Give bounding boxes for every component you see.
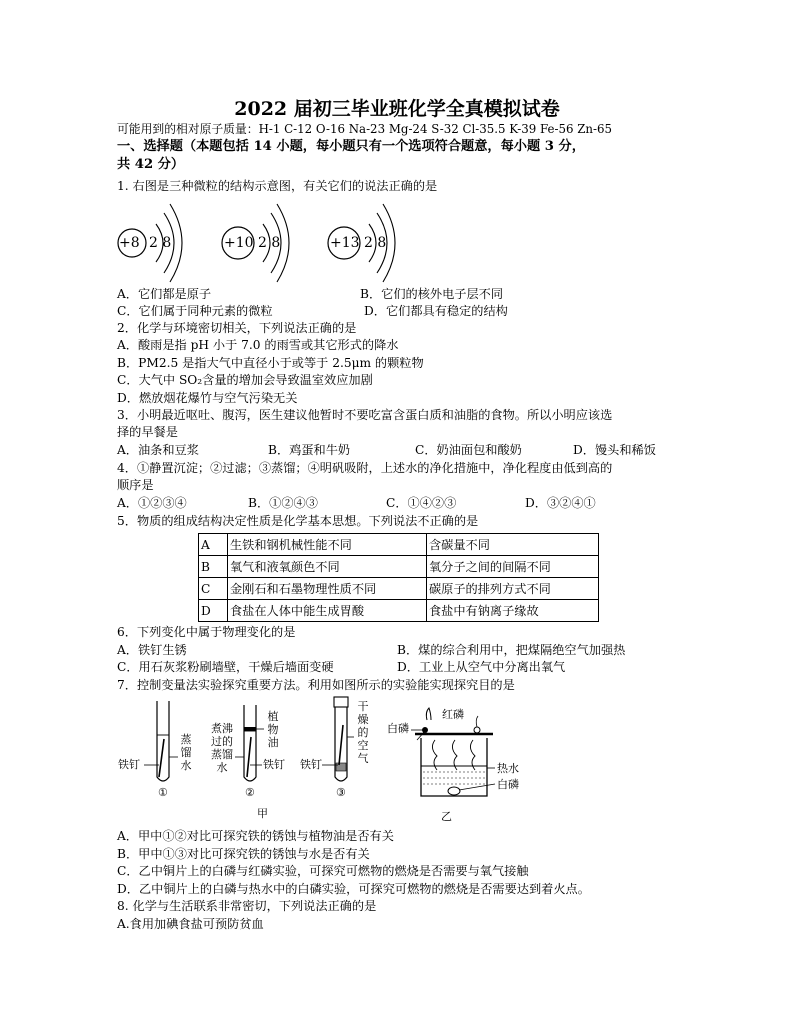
table-cell: 碳原子的排列方式不同 (427, 578, 599, 600)
fig-tube-1-number: ① (158, 786, 168, 799)
q1-option-b: B．它们的核外电子层不同 (360, 287, 504, 301)
atomic-masses: 可能用到的相对原子质量：H-1 C-12 O-16 Na-23 Mg-24 S-32 Cl-35.5 K-39 Fe-56 Zn-65 (117, 122, 613, 136)
section1-heading: 一、选择题（本题包括 14 小题，每小题只有一个选项符合题意，每小题 3 分， (117, 139, 585, 154)
fig-white-p-2: 白磷 (497, 778, 519, 791)
q3-option-b: B．鸡蛋和牛奶 (268, 443, 351, 457)
q4-option-a: A．①②③④ (117, 496, 187, 510)
q8-option-a: A.食用加碘食盐可预防贫血 (117, 917, 264, 931)
q3-option-c: C．奶油面包和酸奶 (415, 443, 522, 457)
q3-stem: 3．小明最近呕吐、腹泻，医生建议他暂时不要吃富含蛋白质和油脂的食物。所以小明应该选 (117, 408, 613, 422)
q7-option-c: C．乙中铜片上的白磷与红磷实验，可探究可燃物的燃烧是否需要与氧气接触 (117, 864, 529, 878)
q4-option-b: B．①②④③ (248, 496, 318, 510)
fig-tube-3-number: ③ (336, 786, 346, 799)
q4-option-d: D．③②④① (525, 496, 596, 510)
table-cell: 生铁和钢机械性能不同 (228, 534, 427, 556)
fig-veg-oil: 植物油 (267, 710, 279, 749)
fig-nail-2: 铁钉 (263, 758, 285, 771)
atom1-shells: 2 8 (149, 235, 172, 251)
fig-hot-water: 热水 (497, 762, 519, 775)
table-row (199, 578, 599, 600)
q7-option-a: A．甲中①②对比可探究铁的锈蚀与植物油是否有关 (117, 829, 394, 843)
fig-label-jia: 甲 (257, 807, 268, 820)
fig-red-p: 红磷 (442, 708, 464, 721)
q1-option-c: C．它们属于同种元素的微粒 (117, 304, 273, 318)
fig-nail-3: 铁钉 (300, 758, 322, 771)
q6-option-a: A．铁钉生锈 (117, 643, 187, 657)
atom3-nucleus: +13 (330, 235, 360, 251)
q2-option-d: D．燃放烟花爆竹与空气污染无关 (117, 391, 298, 405)
atom3-shells: 2 8 (364, 235, 387, 251)
q7-stem: 7．控制变量法实验探究重要方法。利用如图所示的实验能实现探究目的是 (117, 678, 515, 692)
table-row (199, 600, 599, 622)
table-row (199, 556, 599, 578)
fig-tube-2-number: ② (245, 786, 255, 799)
q6-option-c: C．用石灰浆粉刷墙壁，干燥后墙面变硬 (117, 660, 334, 674)
table-cell: 金刚石和石墨物理性质不同 (228, 578, 427, 600)
q3-option-a: A．油条和豆浆 (117, 443, 199, 457)
q6-option-b: B．煤的综合利用中，把煤隔绝空气加强热 (397, 643, 626, 657)
table-cell: 氧气和液氧颜色不同 (228, 556, 427, 578)
q7-option-b: B．甲中①③对比可探究铁的锈蚀与水是否有关 (117, 847, 370, 861)
q1-option-a: A．它们都是原子 (117, 287, 212, 301)
q2-option-a: A．酸雨是指 pH 小于 7.0 的雨雪或其它形式的降水 (117, 338, 399, 352)
q1-option-d: D．它们都具有稳定的结构 (364, 304, 508, 318)
q6-option-d: D．工业上从空气中分离出氧气 (397, 660, 566, 674)
table-cell: A (199, 534, 228, 556)
fig-dry-air: 干燥的空气 (357, 700, 369, 765)
q7-option-d: D．乙中铜片上的白磷与热水中的白磷实验，可探究可燃物的燃烧是否需要达到着火点。 (117, 882, 590, 896)
fig-distilled-water: 蒸馏水 (180, 733, 192, 772)
table-cell: C (199, 578, 228, 600)
q1-stem: 1. 右图是三种微粒的结构示意图，有关它们的说法正确的是 (117, 179, 438, 193)
table-cell: D (199, 600, 228, 622)
q5-table (198, 533, 599, 622)
q4-stem-cont: 顺序是 (117, 478, 154, 492)
q5-stem: 5．物质的组成结构决定性质是化学基本思想。下列说法不正确的是 (117, 514, 479, 528)
exam-title: 2022 届初三毕业班化学全真模拟试卷 (234, 98, 560, 120)
q4-option-c: C．①④②③ (386, 496, 457, 510)
atom2-nucleus: +10 (224, 235, 254, 251)
table-cell: 氧分子之间的间隔不同 (427, 556, 599, 578)
table-cell: B (199, 556, 228, 578)
q3-option-d: D．馒头和稀饭 (573, 443, 656, 457)
fig-nail-1: 铁钉 (118, 758, 140, 771)
table-row (199, 534, 599, 556)
fig-white-p: 白磷 (387, 722, 409, 735)
q6-stem: 6．下列变化中属于物理变化的是 (117, 625, 296, 639)
q2-option-c: C．大气中 SO₂含量的增加会导致温室效应加剧 (117, 373, 373, 387)
q3-stem-cont: 择的早餐是 (117, 425, 178, 439)
table-cell: 食盐在人体中能生成胃酸 (228, 600, 427, 622)
q2-option-b: B．PM2.5 是指大气中直径小于或等于 2.5μm 的颗粒物 (117, 356, 424, 370)
atom1-nucleus: +8 (119, 235, 140, 251)
atom2-shells: 2 8 (258, 235, 281, 251)
section1-heading-cont: 共 42 分） (117, 157, 185, 172)
table-cell: 含碳量不同 (427, 534, 599, 556)
table-cell: 食盐中有钠离子缘故 (427, 600, 599, 622)
q2-stem: 2．化学与环境密切相关，下列说法正确的是 (117, 321, 357, 335)
q8-stem: 8. 化学与生活联系非常密切，下列说法正确的是 (117, 899, 377, 913)
fig-label-yi: 乙 (441, 810, 452, 823)
fig-boiled-water: 煮沸过的蒸馏水 (211, 722, 233, 774)
q4-stem: 4．①静置沉淀；②过滤；③蒸馏；④明矾吸附，上述水的净化措施中，净化程度由低到高的 (117, 461, 613, 475)
